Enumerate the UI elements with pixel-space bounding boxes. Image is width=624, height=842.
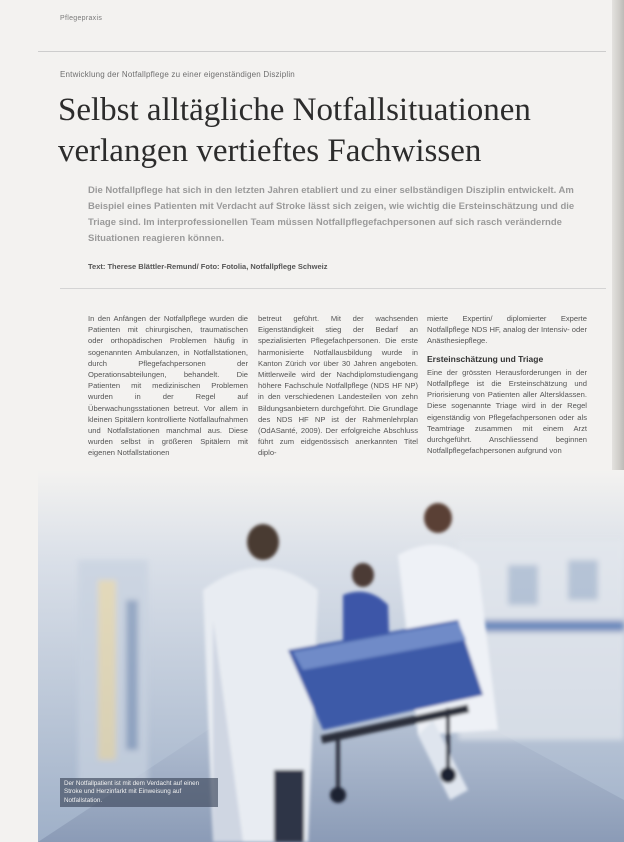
text-column-3 <box>427 313 587 456</box>
section-label: Pflegepraxis <box>60 15 103 22</box>
photo-caption: Der Notfallpatient ist mit dem Verdacht auf einen Stroke und Herzinfarkt mit Einweisung auf Notfallstation. <box>60 778 218 807</box>
byline: Text: Therese Blättler-Remund/ Foto: Fotolia, Notfallpflege Schweiz <box>88 262 328 271</box>
column-3-intro: mierte Expertin/ diplomierter Experte Notfallpflege NDS HF, analog der Intensiv- oder Anästhesiepflege. <box>427 314 587 346</box>
hospital-photo <box>38 470 624 842</box>
headline: Selbst alltägliche Notfallsituationen verlangen vertieftes Fachwissen <box>58 92 531 169</box>
subheading-triage: Ersteinschätzung und Triage <box>427 353 544 364</box>
text-column-2 <box>258 313 418 459</box>
separator-rule <box>60 288 606 289</box>
top-rule <box>38 51 606 52</box>
column-1-text: In den Anfängen der Notfallpflege wurden die Patienten mit chirurgischen, traumatischen oder orthopädischen Problemen häufig in sogenannten Ambulanzen, in Notfallstationen, durch Pflegefachpersonen der Operationsabteilungen, behandelt. Die Patienten mit medizinischen Problemen wurden in der Regel auf Überwachungsstationen betreut. Vor allem in kleinen Spitälern kontrollierte Notfallaufnahmen und Notfallstationen manchmal aus. Diese wurden selbst in größeren Spitälern mit eigenen Notfallstationen <box>88 314 248 458</box>
column-2-text: betreut geführt. Mit der wachsenden Eigenständigkeit stieg der Bedarf an spezialisierten Pflegefachpersonen. Die erste harmonisierte Notfallausbildung wurde in Kanton Zürich vor über 30 Jahren angeboten. Mittlerweile wird der Nachdiplomstudiengang höhere Fachschule Notfallpflege (NDS HF NP) in den verschiedenen Landesteilen von zehn Bildungsanbietern durchgeführt. Die Grundlage des NDS HF NP ist der Rahmenlehrplan (OdASanté, 2009). Der erfolgreiche Abschluss führt zum eidgenössisch anerkannten Titel diplo- <box>258 314 418 458</box>
text-column-1 <box>88 313 248 459</box>
lead-paragraph: Die Notfallpflege hat sich in den letzten Jahren etabliert und zu einer selbständigen Disziplin entwickelt. Am Beispiel eines Patienten mit Verdacht auf Stroke lässt sich zeigen, wie wichtig die Ersteinschätzung und die Triage sind. Im interprofessionellen Team müssen Notfallpflegefachpersonen auf sich rasch verändernde Situationen reagieren können. <box>88 185 575 244</box>
column-3-body: Eine der grössten Herausforderungen in der Notfallpflege ist die Ersteinschätzung und Priorisierung von Patienten aller Altersklassen. Diese sogenannte Triage wird in der Regel eigenständig von Pflegefachpersonen oder als Teamtriage zusammen mit einem Arzt durchgeführt. Anschliessend beginnen Notfallpflegefachpersonen aufgrund von <box>427 367 587 456</box>
kicker: Entwicklung der Notfallpflege zu einer eigenständigen Disziplin <box>60 70 295 79</box>
